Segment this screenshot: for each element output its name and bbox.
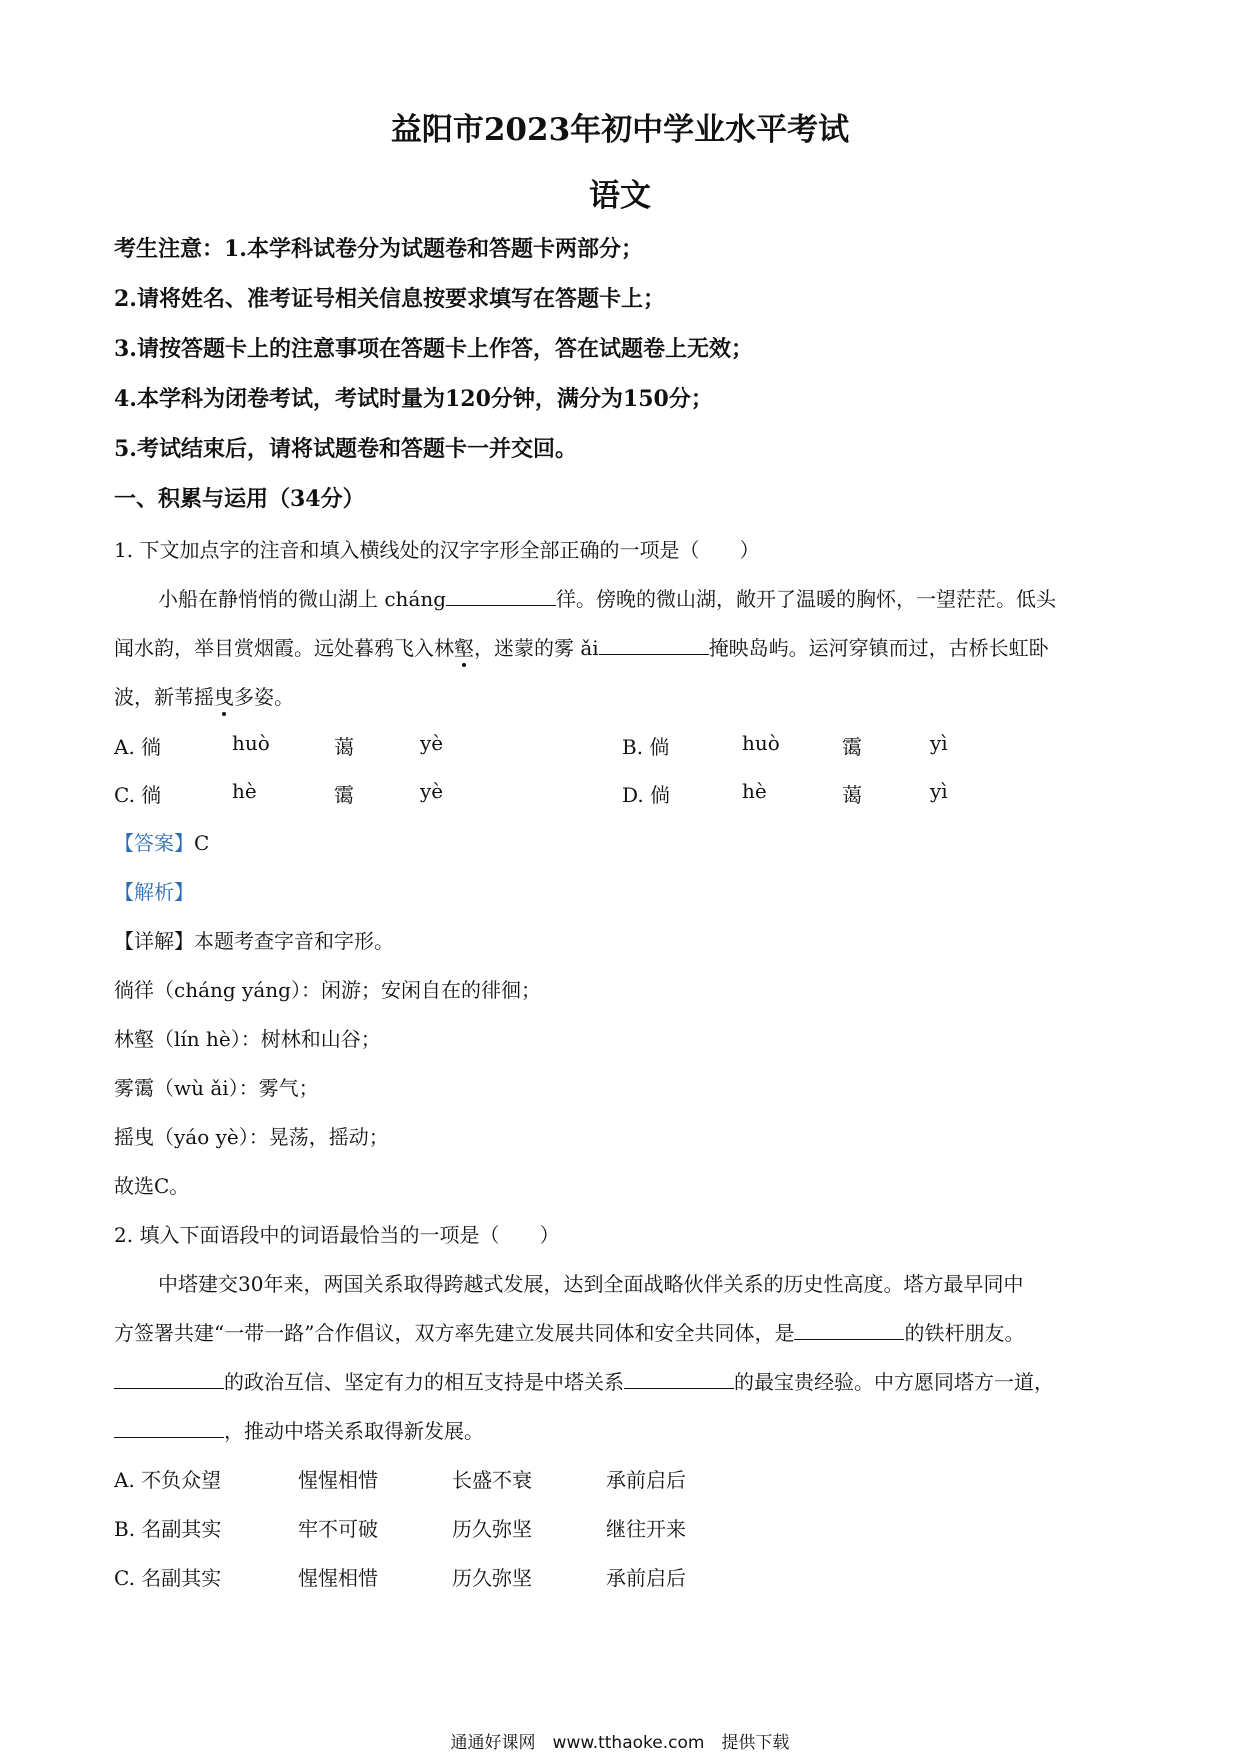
- q1-option-a-item: huò: [232, 731, 270, 755]
- q2-option-a-item: 惺惺相惜: [298, 1468, 378, 1492]
- answer-value: C: [194, 831, 210, 855]
- notice-line-5: 5.考试结束后，请将试题卷和答题卡一并交回。: [114, 436, 577, 462]
- q2-passage-line-2: [114, 1317, 1024, 1346]
- detail-heading: 【详解】本题考查字音和字形。: [114, 929, 394, 953]
- analysis-note: 林壑（lín hè）：树林和山谷；: [114, 1027, 381, 1051]
- q2-option-b-item: 继往开来: [606, 1517, 686, 1541]
- dotted-character: 曳: [214, 685, 234, 709]
- q1-option-b-item: 霭: [842, 735, 862, 759]
- q1-passage-text: 闻水韵，举目赏烟霞。远处暮鸦飞入林: [114, 636, 454, 660]
- q2-passage-line-3: [114, 1366, 1054, 1395]
- dotted-character: 壑: [454, 636, 474, 660]
- q1-option-d-item: 蔼: [842, 783, 862, 807]
- analysis-tag: 【解析】: [114, 880, 194, 904]
- q1-passage-line-1: [158, 583, 1056, 612]
- q2-option-a-item: 长盛不衰: [452, 1468, 532, 1492]
- q1-option-d-item: hè: [742, 779, 767, 803]
- q2-option-b-item: 牢不可破: [298, 1517, 378, 1541]
- q1-option-b-item: huò: [742, 731, 780, 755]
- answer-tag: 【答案】: [114, 831, 194, 855]
- notice-line-2: 2.请将姓名、准考证号相关信息按要求填写在答题卡上；: [114, 286, 665, 312]
- q1-stem: 1. 下文加点字的注音和填入横线处的汉字字形全部正确的一项是（ ）: [114, 538, 760, 562]
- page-footer: 通通好课网 www.tthaoke.com 提供下载: [450, 1733, 790, 1753]
- notice-line-1: 考生注意：1.本学科试卷分为试题卷和答题卡两部分；: [114, 236, 643, 262]
- q1-option-b-label: B. 倘: [622, 735, 670, 759]
- analysis-note: 雾霭（wù ǎi）：雾气；: [114, 1076, 319, 1100]
- q2-passage-text: ，推动中塔关系取得新发展。: [224, 1419, 484, 1443]
- q2-option-b-item: 历久弥坚: [452, 1517, 532, 1541]
- fill-blank: [794, 1321, 904, 1340]
- fill-blank: [114, 1419, 224, 1438]
- q2-stem: 2. 填入下面语段中的词语最恰当的一项是（ ）: [114, 1223, 560, 1247]
- q1-answer: [114, 827, 209, 856]
- q2-option-c-label: C. 名副其实: [114, 1566, 222, 1590]
- q2-option-a-item: 承前启后: [606, 1468, 686, 1492]
- q2-option-a-label: A. 不负众望: [114, 1468, 222, 1492]
- analysis-note: 徜徉（cháng yáng）：闲游；安闲自在的徘徊；: [114, 978, 541, 1002]
- q2-passage-text: 的最宝贵经验。中方愿同塔方一道，: [734, 1370, 1054, 1394]
- q2-option-c-item: 承前启后: [606, 1566, 686, 1590]
- q1-option-d-label: D. 倘: [622, 783, 671, 807]
- q1-option-b-item: yì: [930, 731, 948, 755]
- exam-title: 益阳市2023年初中学业水平考试: [390, 112, 850, 148]
- q1-option-c-label: C. 徜: [114, 783, 162, 807]
- q1-option-a-item: yè: [420, 731, 444, 755]
- q2-option-b-label: B. 名副其实: [114, 1517, 222, 1541]
- q1-option-a-item: 蔼: [334, 735, 354, 759]
- q2-passage-text: 的铁杆朋友。: [904, 1321, 1025, 1345]
- analysis-note: 摇曳（yáo yè）：晃荡，摇动；: [114, 1125, 389, 1149]
- fill-blank: [599, 636, 709, 655]
- q1-passage-text: 小船在静悄悄的微山湖上 cháng: [158, 587, 447, 611]
- q1-passage-text: 多姿。: [234, 685, 294, 709]
- q1-passage-text: ，迷蒙的雾 ǎi: [474, 636, 599, 660]
- q1-option-c-item: yè: [420, 779, 444, 803]
- q1-passage-text: 徉。傍晚的微山湖，敞开了温暖的胸怀，一望茫茫。低头: [556, 587, 1057, 611]
- q2-option-c-item: 惺惺相惜: [298, 1566, 378, 1590]
- q1-passage-line-3: [114, 681, 294, 710]
- q1-passage-text: 掩映岛屿。运河穿镇而过，古桥长虹卧: [708, 636, 1049, 660]
- fill-blank: [114, 1370, 224, 1389]
- q1-passage-text: 波，新苇摇: [114, 685, 214, 709]
- analysis-conclusion: 故选C。: [114, 1174, 190, 1198]
- q2-passage-line-4: [114, 1415, 484, 1444]
- q2-option-c-item: 历久弥坚: [452, 1566, 532, 1590]
- fill-blank: [446, 587, 556, 606]
- subject-title: 语文: [589, 178, 651, 214]
- notice-line-3: 3.请按答题卡上的注意事项在答题卡上作答，答在试题卷上无效；: [114, 336, 753, 362]
- q1-option-d-item: yì: [930, 779, 948, 803]
- q2-passage-text: 方签署共建“一带一路”合作倡议，双方率先建立发展共同体和安全共同体，是: [114, 1321, 795, 1345]
- section-heading: 一、积累与运用（34分）: [114, 486, 365, 512]
- q1-option-c-item: hè: [232, 779, 257, 803]
- q1-option-c-item: 霭: [334, 783, 354, 807]
- q1-passage-line-2: [114, 632, 1049, 661]
- q2-passage-text: 的政治互信、坚定有力的相互支持是中塔关系: [224, 1370, 624, 1394]
- q1-option-a-label: A. 徜: [114, 735, 162, 759]
- q2-passage-line-1: 中塔建交30年来，两国关系取得跨越式发展，达到全面战略伙伴关系的历史性高度。塔方最早同中: [158, 1272, 1024, 1296]
- fill-blank: [624, 1370, 734, 1389]
- notice-line-4: 4.本学科为闭卷考试，考试时量为120分钟，满分为150分；: [114, 386, 713, 412]
